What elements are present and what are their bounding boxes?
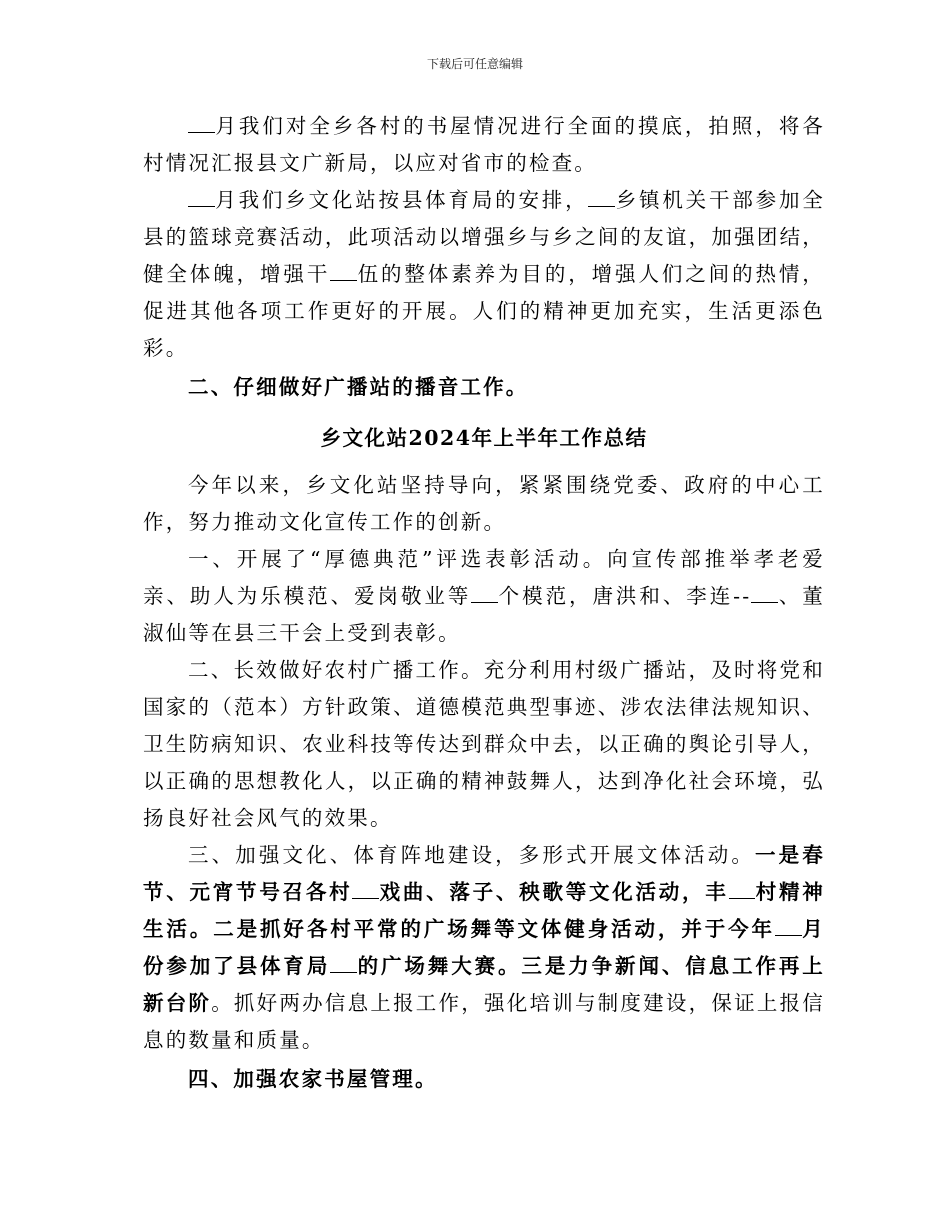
section-heading-broadcast: 二、仔细做好广播站的播音工作。 xyxy=(188,375,529,399)
paragraph-text: 个模范，唐洪和、李连-- xyxy=(497,584,752,608)
paragraph-text: 月份参加了县体育局 xyxy=(143,917,825,978)
paragraph-text: 月我们乡文化站按县体育局的安排， xyxy=(214,188,589,212)
blank-underline xyxy=(471,584,498,603)
paragraph-text: 。抓好两办信息上报工作，强化培训与制度建设，保证上报信息的数量和质量。 xyxy=(143,991,825,1052)
paragraph-text: 一是春节、元宵节号召各村 xyxy=(143,843,825,904)
paragraph-text: 月我们对全乡各村的书屋情况进行全面的摸底，拍照，将各村情况汇报县文广新局，以应对省市的检查。 xyxy=(143,114,825,175)
paragraph-model-award xyxy=(143,541,825,652)
paragraph-culture-sports xyxy=(143,837,825,1059)
blank-underline xyxy=(188,188,215,207)
paragraph-rural-broadcast: 二、长效做好农村广播工作。充分利用村级广播站，及时将党和国家的（范本）方针政策、道德模范典型事迹、涉农法律法规知识、卫生防病知识、农业科技等传达到群众中去，以正确的舆论引导人，以正确的思想教化人，以正确的精神鼓舞人，达到净化社会环境，弘扬良好社会风气的效果。 xyxy=(143,658,825,830)
paragraph-text: 、董淑仙等在县三干会上受到表彰。 xyxy=(143,584,825,645)
blank-underline xyxy=(330,262,357,281)
blank-underline xyxy=(588,188,615,207)
paragraph-text: 村精神生活。二是抓好各村平常的广场舞等文体健身活动，并于今年 xyxy=(143,880,825,941)
blank-underline xyxy=(352,880,379,899)
blank-underline xyxy=(188,114,215,133)
document-body xyxy=(143,108,825,1098)
paragraph-basketball xyxy=(143,182,825,367)
blank-underline xyxy=(775,917,802,936)
paragraph-text: 乡镇机关干部参加全县的篮球竞赛活动，此项活动以增强乡与乡之间的友谊，加强团结，健全体魄，增强干 xyxy=(143,188,825,286)
paragraph-bookroom-survey xyxy=(143,108,825,182)
paragraph-intro: 今年以来，乡文化站坚持导向，紧紧围绕党委、政府的中心工作，努力推动文化宣传工作的创新。 xyxy=(143,473,825,534)
document-title: 乡文化站2024年上半年工作总结 xyxy=(320,426,648,450)
blank-underline xyxy=(330,954,357,973)
blank-underline xyxy=(751,584,778,603)
paragraph-text: 一、开展了“厚德典范”评选表彰活动。向宣传部推举孝老爱亲、助人为乐模范、爱岗敬业等 xyxy=(143,547,825,608)
paragraph-text: 伍的整体素养为目的，增强人们之间的热情，促进其他各项工作更好的开展。人们的精神更加充实，生活更添色彩。 xyxy=(143,262,825,360)
paragraph-text: 的广场舞大赛。三是力争新闻、信息工作再上新台阶 xyxy=(143,954,825,1015)
page-header-note: 下载后可任意编辑 xyxy=(426,57,523,71)
blank-underline xyxy=(729,880,756,899)
bold-text xyxy=(143,843,825,1015)
paragraph-text: 三、加强文化、体育阵地建设，多形式开展文体活动。 xyxy=(188,843,756,867)
section-heading-bookroom: 四、加强农家书屋管理。 xyxy=(188,1067,438,1091)
paragraph-text: 戏曲、落子、秧歌等文化活动，丰 xyxy=(379,880,729,904)
